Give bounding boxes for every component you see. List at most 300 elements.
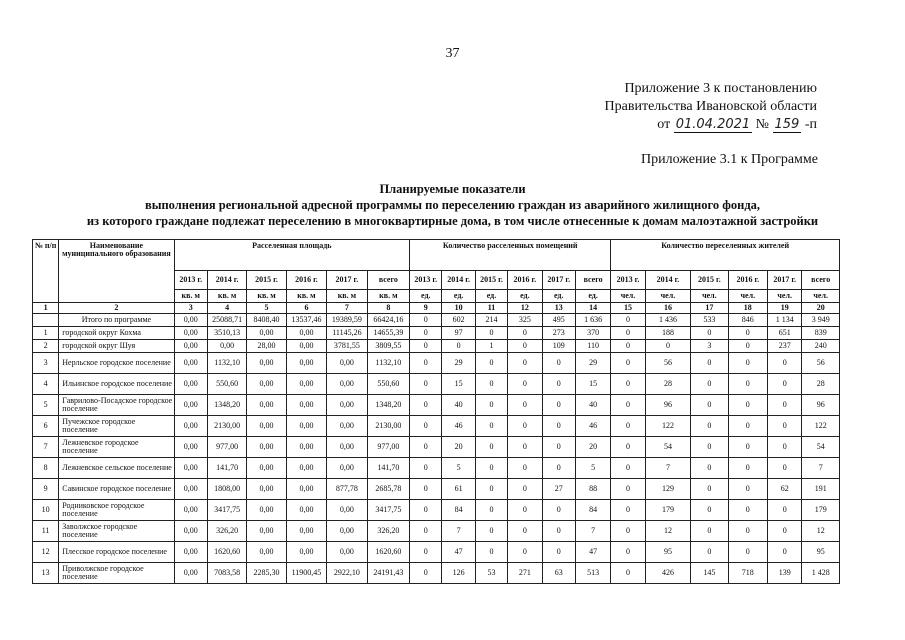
header-unit: ед. [542,290,575,303]
header-unit: кв. м [327,290,367,303]
row-value: 8408,40 [247,314,286,327]
row-value: 0,00 [286,542,326,563]
row-municipality-name: Лежневское городское поселение [59,437,174,458]
row-value: 0 [410,479,442,500]
row-value: 0 [542,437,575,458]
header-year: 2014 г. [207,271,246,290]
row-value: 28 [645,374,690,395]
row-value: 0,00 [247,327,286,340]
row-number: 7 [33,437,59,458]
row-value: 0 [475,437,507,458]
row-value: 0,00 [174,314,207,327]
row-value: 0 [542,374,575,395]
row-value: 122 [802,416,840,437]
row-value: 109 [542,340,575,353]
row-value: 0 [542,416,575,437]
row-value: 28,00 [247,340,286,353]
row-number: 8 [33,458,59,479]
row-value: 7 [575,521,610,542]
row-value: 13537,46 [286,314,326,327]
column-index: 11 [475,303,507,314]
row-value: 0 [691,395,728,416]
row-value: 0,00 [286,416,326,437]
row-value: 0 [728,479,767,500]
row-value: 0,00 [286,395,326,416]
row-value: 2922,10 [327,563,367,584]
row-municipality-name: Итого по программе [59,314,174,327]
row-value: 2685,78 [367,479,410,500]
row-value: 0 [768,542,802,563]
indicators-table [32,239,840,584]
row-value: 15 [442,374,475,395]
row-value: 110 [575,340,610,353]
row-value: 145 [691,563,728,584]
row-value: 0,00 [286,374,326,395]
row-value: 0 [728,353,767,374]
row-value: 0,00 [174,458,207,479]
row-value: 0 [475,416,507,437]
row-value: 0 [410,374,442,395]
row-value: 3417,75 [207,500,246,521]
row-value: 95 [645,542,690,563]
header-year: 2014 г. [645,271,690,290]
row-value: 46 [575,416,610,437]
header-unit: ед. [442,290,475,303]
header-unit: чел. [645,290,690,303]
row-value: 0 [611,416,645,437]
header-unit: чел. [728,290,767,303]
row-value: 0 [691,437,728,458]
row-value: 3 949 [802,314,840,327]
row-value: 0 [410,437,442,458]
header-unit: кв. м [286,290,326,303]
row-value: 0,00 [174,479,207,500]
row-value: 0 [410,395,442,416]
row-value: 0,00 [327,416,367,437]
row-number: 1 [33,327,59,340]
row-value: 179 [645,500,690,521]
row-value: 0 [508,500,542,521]
row-value: 550,60 [207,374,246,395]
appendix-line-1: Приложение 3 к постановлению [624,81,817,96]
table-row [33,500,840,521]
row-value: 11900,45 [286,563,326,584]
number-sign: № [755,117,770,132]
column-index: 4 [207,303,246,314]
row-value: 0 [768,500,802,521]
row-value: 0 [475,542,507,563]
table-row [33,542,840,563]
row-value: 0 [768,437,802,458]
row-municipality-name: Родниковское городское поселение [59,500,174,521]
row-value: 0,00 [247,458,286,479]
handwritten-number: 159 [774,117,800,132]
column-index: 5 [247,303,286,314]
title-line-3: из которого граждане подлежат переселению в многоквартирные дома, в том числе отнесенные к домам малоэтажной застройки [86,214,819,228]
row-value: 0 [475,458,507,479]
header-year: 2016 г. [286,271,326,290]
row-value: 1132,10 [207,353,246,374]
row-number: 4 [33,374,59,395]
row-value: 0 [542,395,575,416]
row-value: 0 [542,500,575,521]
row-value: 550,60 [367,374,410,395]
row-number [33,314,59,327]
row-value: 0 [691,542,728,563]
row-value: 1348,20 [367,395,410,416]
row-value: 2130,00 [367,416,410,437]
row-value: 47 [575,542,610,563]
row-value: 0 [508,416,542,437]
row-value: 3 [691,340,728,353]
row-value: 0 [542,521,575,542]
row-value: 27 [542,479,575,500]
row-value: 188 [645,327,690,340]
row-value: 0 [768,521,802,542]
column-index: 2 [59,303,174,314]
number-suffix: -п [804,117,817,132]
row-municipality-name: городской округ Кохма [59,327,174,340]
row-value: 651 [768,327,802,340]
row-value: 0,00 [286,353,326,374]
header-unit: чел. [802,290,840,303]
row-value: 61 [442,479,475,500]
row-value: 533 [691,314,728,327]
row-value: 3809,55 [367,340,410,353]
row-value: 0 [691,458,728,479]
row-value: 96 [802,395,840,416]
row-value: 15 [575,374,610,395]
row-value: 0 [508,327,542,340]
row-value: 66424,16 [367,314,410,327]
row-value: 0 [611,314,645,327]
header-unit: ед. [475,290,507,303]
header-row-index [33,303,840,314]
appendix-line-2: Правительства Ивановской области [604,99,817,114]
row-value: 141,70 [207,458,246,479]
row-value: 0 [611,395,645,416]
table-row [33,563,840,584]
row-value: 0 [728,437,767,458]
header-name: Наименование муниципального образования [59,240,174,303]
row-value: 0 [728,416,767,437]
header-group-area: Расселенная площадь [174,240,410,271]
row-value: 0 [410,542,442,563]
table-row [33,479,840,500]
row-value: 0 [508,353,542,374]
row-value: 0,00 [174,521,207,542]
row-value: 0,00 [174,416,207,437]
row-municipality-name: Савинское городское поселение [59,479,174,500]
row-value: 141,70 [367,458,410,479]
row-value: 0,00 [327,458,367,479]
row-value: 0 [611,563,645,584]
row-value: 326,20 [367,521,410,542]
row-value: 0 [728,521,767,542]
header-year: 2013 г. [611,271,645,290]
row-value: 0 [611,500,645,521]
row-value: 0 [611,340,645,353]
handwritten-date: 01.04.2021 [675,117,751,132]
row-value: 0 [768,416,802,437]
column-index: 10 [442,303,475,314]
header-year: 2013 г. [174,271,207,290]
row-value: 0 [611,458,645,479]
header-unit: ед. [575,290,610,303]
header-unit: чел. [611,290,645,303]
row-value: 3781,55 [327,340,367,353]
row-value: 0,00 [207,340,246,353]
table-row [33,416,840,437]
row-value: 839 [802,327,840,340]
table-row [33,521,840,542]
row-value: 1620,60 [367,542,410,563]
row-value: 0,00 [174,374,207,395]
row-value: 0,00 [247,353,286,374]
row-value: 1348,20 [207,395,246,416]
row-value: 40 [575,395,610,416]
header-year: 2015 г. [475,271,507,290]
title-line-1: Планируемые показатели [379,182,526,196]
row-value: 0,00 [327,437,367,458]
row-value: 12 [645,521,690,542]
column-index: 19 [768,303,802,314]
row-value: 326,20 [207,521,246,542]
row-value: 0 [611,353,645,374]
header-year: всего [802,271,840,290]
row-municipality-name: Ильинское городское поселение [59,374,174,395]
header-year: 2017 г. [327,271,367,290]
header-unit: ед. [410,290,442,303]
row-value: 0 [728,374,767,395]
row-value: 0,00 [247,500,286,521]
row-number: 9 [33,479,59,500]
row-value: 0 [508,542,542,563]
header-year: всего [367,271,410,290]
row-value: 877,78 [327,479,367,500]
row-value: 95 [802,542,840,563]
row-value: 0 [611,542,645,563]
row-value: 0 [691,374,728,395]
table-row [33,353,840,374]
row-value: 29 [575,353,610,374]
column-index: 15 [611,303,645,314]
header-unit: чел. [768,290,802,303]
row-value: 0 [475,353,507,374]
row-value: 0,00 [174,563,207,584]
row-value: 0,00 [327,542,367,563]
row-value: 0 [508,479,542,500]
row-value: 237 [768,340,802,353]
header-unit: кв. м [207,290,246,303]
column-index: 12 [508,303,542,314]
row-value: 0 [475,395,507,416]
row-value: 0 [508,374,542,395]
row-value: 0,00 [247,479,286,500]
row-value: 0,00 [327,374,367,395]
row-value: 0 [611,327,645,340]
header-unit: ед. [508,290,542,303]
header-year: 2015 г. [247,271,286,290]
row-value: 495 [542,314,575,327]
column-index: 3 [174,303,207,314]
row-value: 0 [442,340,475,353]
column-index: 6 [286,303,326,314]
row-value: 0,00 [247,521,286,542]
row-value: 3417,75 [367,500,410,521]
row-municipality-name: Приволжское городское поселение [59,563,174,584]
row-value: 273 [542,327,575,340]
row-value: 28 [802,374,840,395]
row-value: 1 436 [645,314,690,327]
column-index: 13 [542,303,575,314]
row-value: 14655,39 [367,327,410,340]
row-value: 0 [611,479,645,500]
row-value: 0 [611,521,645,542]
header-year: 2015 г. [691,271,728,290]
row-value: 0 [410,340,442,353]
row-value: 0,00 [174,437,207,458]
row-value: 240 [802,340,840,353]
row-value: 0 [691,521,728,542]
row-value: 0 [645,340,690,353]
row-value: 0,00 [286,458,326,479]
row-value: 0 [410,416,442,437]
row-number: 2 [33,340,59,353]
row-value: 53 [475,563,507,584]
row-value: 214 [475,314,507,327]
row-value: 0 [691,353,728,374]
row-number: 13 [33,563,59,584]
row-value: 191 [802,479,840,500]
row-value: 0,00 [327,521,367,542]
row-value: 1 636 [575,314,610,327]
title-line-2: выполнения региональной адресной программы по переселению граждан из аварийного жилищного фонда, [144,198,761,212]
header-year: 2014 г. [442,271,475,290]
row-value: 56 [645,353,690,374]
header-unit: кв. м [174,290,207,303]
row-value: 20 [575,437,610,458]
row-value: 122 [645,416,690,437]
row-value: 0 [611,374,645,395]
row-value: 0 [542,353,575,374]
column-index: 18 [728,303,767,314]
row-value: 5 [442,458,475,479]
row-value: 3510,13 [207,327,246,340]
row-value: 1 134 [768,314,802,327]
row-value: 0,00 [174,395,207,416]
row-value: 0 [508,458,542,479]
row-value: 96 [645,395,690,416]
row-value: 2130,00 [207,416,246,437]
row-value: 0,00 [247,374,286,395]
row-value: 977,00 [367,437,410,458]
appendix-date-line [657,117,817,133]
row-value: 0 [728,500,767,521]
row-value: 24191,43 [367,563,410,584]
row-value: 513 [575,563,610,584]
row-value: 0,00 [286,521,326,542]
row-value: 0,00 [174,500,207,521]
row-value: 129 [645,479,690,500]
column-index: 20 [802,303,840,314]
row-value: 0,00 [247,437,286,458]
row-value: 1 [475,340,507,353]
row-value: 426 [645,563,690,584]
row-value: 0,00 [327,395,367,416]
header-year: 2016 г. [508,271,542,290]
row-value: 0 [508,340,542,353]
row-value: 0 [410,353,442,374]
row-value: 7 [442,521,475,542]
row-value: 0 [768,458,802,479]
row-value: 0 [728,340,767,353]
table-row [33,314,840,327]
row-value: 0 [475,500,507,521]
row-value: 0 [728,458,767,479]
row-number: 3 [33,353,59,374]
row-value: 46 [442,416,475,437]
row-value: 0,00 [174,542,207,563]
table-row [33,340,840,353]
row-value: 0 [691,327,728,340]
row-value: 84 [575,500,610,521]
row-value: 0,00 [247,416,286,437]
row-value: 0 [475,374,507,395]
row-value: 0 [691,416,728,437]
header-year: 2017 г. [768,271,802,290]
row-number: 10 [33,500,59,521]
header-num: № п/п [33,240,59,303]
row-value: 0 [728,395,767,416]
row-value: 0 [542,458,575,479]
row-value: 0,00 [286,437,326,458]
row-value: 370 [575,327,610,340]
row-value: 0 [768,395,802,416]
row-municipality-name: Заволжское городское поселение [59,521,174,542]
header-year: 2013 г. [410,271,442,290]
table-row [33,395,840,416]
row-value: 5 [575,458,610,479]
table-row [33,458,840,479]
header-unit: чел. [691,290,728,303]
header-year: всего [575,271,610,290]
row-value: 0,00 [327,500,367,521]
header-group-people: Количество переселенных жителей [611,240,840,271]
row-value: 62 [768,479,802,500]
row-value: 0 [410,563,442,584]
row-value: 88 [575,479,610,500]
header-unit: кв. м [367,290,410,303]
row-value: 0 [768,374,802,395]
column-index: 14 [575,303,610,314]
row-value: 0,00 [286,340,326,353]
row-value: 11145,26 [327,327,367,340]
row-value: 0,00 [174,340,207,353]
row-value: 0,00 [247,542,286,563]
row-value: 29 [442,353,475,374]
row-value: 0,00 [327,353,367,374]
table-row [33,437,840,458]
row-value: 54 [645,437,690,458]
row-number: 5 [33,395,59,416]
row-value: 0 [410,500,442,521]
row-value: 0 [508,437,542,458]
row-value: 47 [442,542,475,563]
row-municipality-name: Лежневское сельское поселение [59,458,174,479]
row-value: 7 [645,458,690,479]
column-index: 1 [33,303,59,314]
